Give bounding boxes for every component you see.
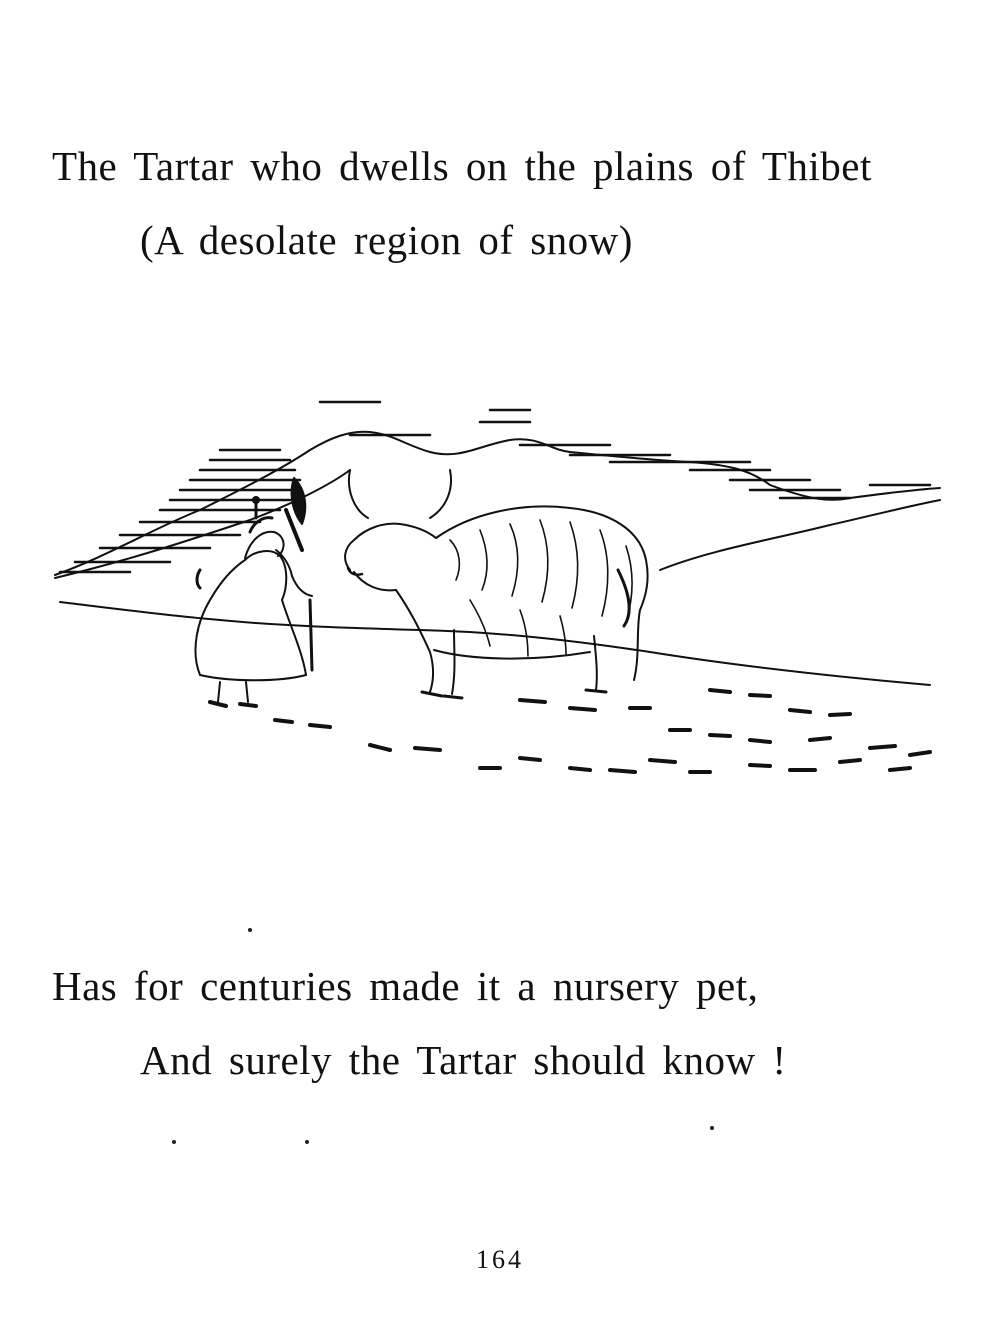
verse-line-4: And surely the Tartar should know !	[140, 1037, 787, 1083]
verse-line-2: (A desolate region of snow)	[140, 217, 633, 263]
paper-speck	[710, 1126, 714, 1130]
paper-speck	[248, 928, 252, 932]
foothill-right	[660, 500, 940, 570]
tartar-figure	[195, 478, 312, 706]
verse-line-1: The Tartar who dwells on the plains of Thibet	[52, 143, 872, 189]
yak-figure	[345, 470, 648, 698]
snow-footprints	[275, 690, 930, 772]
mountain-range	[55, 432, 940, 575]
verse-line-3: Has for centuries made it a nursery pet,	[52, 963, 759, 1009]
paper-speck	[305, 1140, 309, 1144]
tartar-and-yak-illustration	[50, 390, 950, 800]
ground-line	[60, 602, 930, 685]
paper-speck	[172, 1140, 176, 1144]
page-number: 164	[476, 1245, 524, 1274]
